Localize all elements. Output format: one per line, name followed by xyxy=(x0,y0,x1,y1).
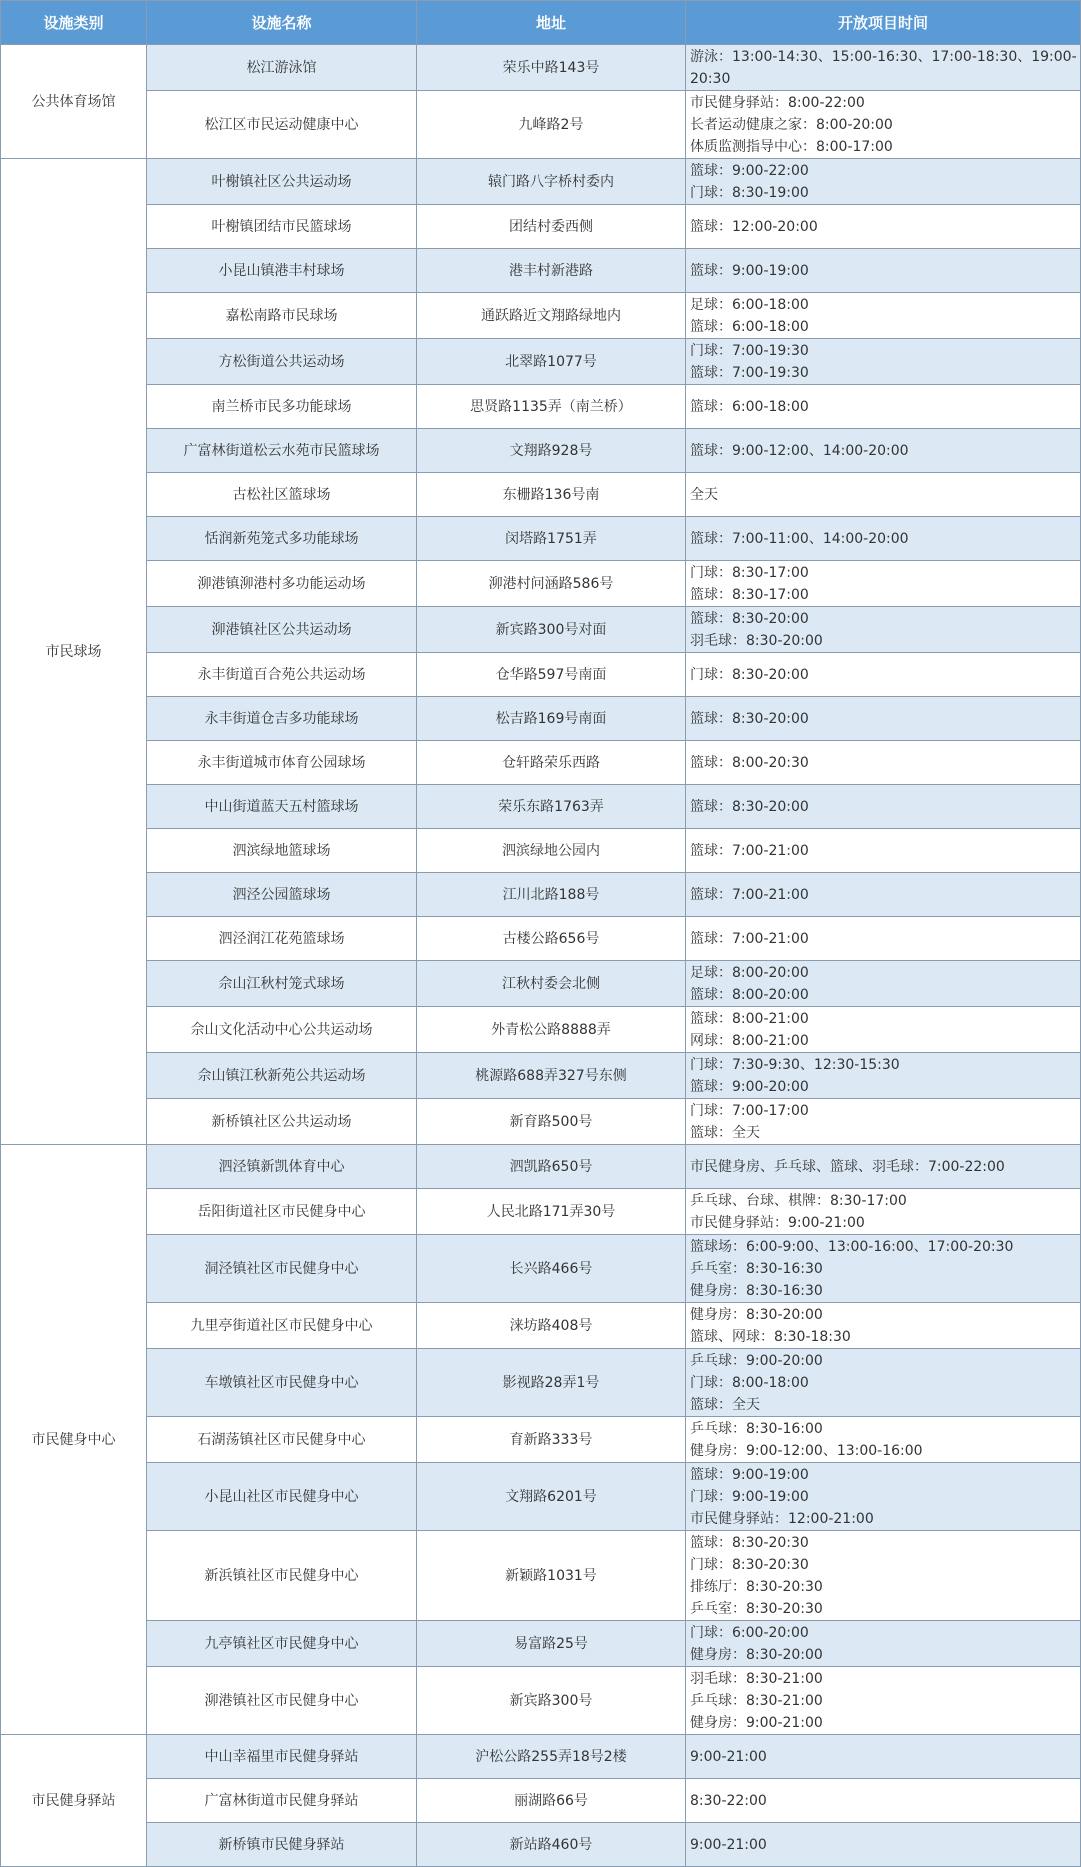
hours-line: 门球：6:00-20:00 xyxy=(690,1624,809,1641)
facility-name-cell: 佘山镇江秋新苑公共运动场 xyxy=(147,1053,417,1099)
hours-cell xyxy=(686,517,1081,561)
hours-line: 羽毛球：8:30-20:00 xyxy=(690,632,823,649)
address-cell: 思贤路1135弄（南兰桥） xyxy=(417,385,686,429)
hours-line: 篮球：9:00-19:00 xyxy=(690,262,809,279)
facility-name-cell: 嘉松南路市民球场 xyxy=(147,293,417,339)
table-row xyxy=(1,517,1081,561)
hours-line: 乒乓球：8:30-21:00 xyxy=(690,1692,823,1709)
table-row xyxy=(1,1145,1081,1189)
table-row xyxy=(1,249,1081,293)
hours-line: 乒乓球、台球、棋牌：8:30-17:00 xyxy=(690,1192,907,1209)
hours-cell xyxy=(686,829,1081,873)
hours-line: 篮球：9:00-20:00 xyxy=(690,1078,809,1095)
table-row xyxy=(1,697,1081,741)
hours-line: 门球：7:00-19:30 xyxy=(690,342,809,359)
hours-line: 篮球：9:00-19:00 xyxy=(690,1466,809,1483)
hours-cell xyxy=(686,785,1081,829)
address-cell: 新宾路300号 xyxy=(417,1667,686,1735)
address-cell: 泖港村问涵路586号 xyxy=(417,561,686,607)
hours-line: 篮球：7:00-19:30 xyxy=(690,364,809,381)
address-cell: 人民北路171弄30号 xyxy=(417,1189,686,1235)
address-cell: 新育路500号 xyxy=(417,1099,686,1145)
facility-name-cell: 中山幸福里市民健身驿站 xyxy=(147,1735,417,1779)
table-row xyxy=(1,607,1081,653)
category-cell: 市民球场 xyxy=(1,159,147,1145)
hours-line: 篮球：6:00-18:00 xyxy=(690,398,809,415)
hours-line: 篮球：7:00-21:00 xyxy=(690,886,809,903)
table-row xyxy=(1,741,1081,785)
facility-name-cell: 恬润新苑笼式多功能球场 xyxy=(147,517,417,561)
hours-line: 健身房：8:30-20:00 xyxy=(690,1306,823,1323)
category-cell: 市民健身驿站 xyxy=(1,1735,147,1867)
table-row xyxy=(1,91,1081,159)
table-row xyxy=(1,1007,1081,1053)
address-cell: 通跃路近文翔路绿地内 xyxy=(417,293,686,339)
category-cell: 公共体育场馆 xyxy=(1,45,147,159)
hours-line: 市民健身驿站：8:00-22:00 xyxy=(690,94,865,111)
hours-cell xyxy=(686,873,1081,917)
hours-line: 篮球：6:00-18:00 xyxy=(690,318,809,335)
hours-line: 篮球：全天 xyxy=(690,1396,760,1413)
hours-line: 篮球：7:00-11:00、14:00-20:00 xyxy=(690,530,909,547)
hours-cell xyxy=(686,1349,1081,1417)
address-cell: 荣乐东路1763弄 xyxy=(417,785,686,829)
hours-cell xyxy=(686,1621,1081,1667)
address-cell: 文翔路928号 xyxy=(417,429,686,473)
hours-line: 乒乓球：9:00-20:00 xyxy=(690,1352,823,1369)
table-row xyxy=(1,1779,1081,1823)
address-cell: 古楼公路656号 xyxy=(417,917,686,961)
facility-name-cell: 九亭镇社区市民健身中心 xyxy=(147,1621,417,1667)
facility-name-cell: 石湖荡镇社区市民健身中心 xyxy=(147,1417,417,1463)
hours-line: 健身房：8:30-16:30 xyxy=(690,1282,823,1299)
hours-line: 篮球：8:30-20:00 xyxy=(690,610,809,627)
address-cell: 影视路28弄1号 xyxy=(417,1349,686,1417)
table-row xyxy=(1,1531,1081,1621)
hours-cell xyxy=(686,607,1081,653)
header-address: 地址 xyxy=(417,1,686,45)
address-cell: 港丰村新港路 xyxy=(417,249,686,293)
address-cell: 桃源路688弄327号东侧 xyxy=(417,1053,686,1099)
address-cell: 团结村委西侧 xyxy=(417,205,686,249)
hours-line: 市民健身驿站：9:00-21:00 xyxy=(690,1214,865,1231)
hours-line: 篮球：8:00-20:00 xyxy=(690,986,809,1003)
hours-line: 健身房：8:30-20:00 xyxy=(690,1646,823,1663)
table-header-row xyxy=(1,1,1081,45)
hours-cell xyxy=(686,45,1081,91)
hours-cell xyxy=(686,1531,1081,1621)
address-cell: 长兴路466号 xyxy=(417,1235,686,1303)
table-row xyxy=(1,473,1081,517)
facility-name-cell: 新浜镇社区市民健身中心 xyxy=(147,1531,417,1621)
facility-name-cell: 泖港镇社区公共运动场 xyxy=(147,607,417,653)
hours-cell xyxy=(686,1053,1081,1099)
header-hours: 开放项目时间 xyxy=(686,1,1081,45)
table-row xyxy=(1,1189,1081,1235)
hours-cell xyxy=(686,1303,1081,1349)
address-cell: 北翠路1077号 xyxy=(417,339,686,385)
category-cell: 市民健身中心 xyxy=(1,1145,147,1735)
hours-line: 足球：8:00-20:00 xyxy=(690,964,809,981)
facility-name-cell: 叶榭镇社区公共运动场 xyxy=(147,159,417,205)
hours-cell xyxy=(686,385,1081,429)
address-cell: 丽湖路66号 xyxy=(417,1779,686,1823)
table-row xyxy=(1,1823,1081,1867)
hours-cell xyxy=(686,159,1081,205)
address-cell: 东栅路136号南 xyxy=(417,473,686,517)
header-category: 设施类别 xyxy=(1,1,147,45)
facility-name-cell: 松江区市民运动健康中心 xyxy=(147,91,417,159)
hours-line: 篮球：8:30-20:30 xyxy=(690,1534,809,1551)
table-row xyxy=(1,45,1081,91)
hours-line: 篮球场：6:00-9:00、13:00-16:00、17:00-20:30 xyxy=(690,1238,1014,1255)
address-cell: 育新路333号 xyxy=(417,1417,686,1463)
hours-line: 9:00-21:00 xyxy=(690,1836,767,1853)
facility-name-cell: 新桥镇社区公共运动场 xyxy=(147,1099,417,1145)
table-row xyxy=(1,1735,1081,1779)
address-cell: 松吉路169号南面 xyxy=(417,697,686,741)
table-row xyxy=(1,1303,1081,1349)
table-row xyxy=(1,1621,1081,1667)
address-cell: 九峰路2号 xyxy=(417,91,686,159)
address-cell: 新颖路1031号 xyxy=(417,1531,686,1621)
hours-line: 市民健身房、乒乓球、篮球、羽毛球：7:00-22:00 xyxy=(690,1158,1005,1175)
hours-line: 篮球：8:30-20:00 xyxy=(690,710,809,727)
hours-line: 足球：6:00-18:00 xyxy=(690,296,809,313)
hours-line: 健身房：9:00-12:00、13:00-16:00 xyxy=(690,1442,923,1459)
address-cell: 荣乐中路143号 xyxy=(417,45,686,91)
hours-cell xyxy=(686,1463,1081,1531)
address-cell: 涞坊路408号 xyxy=(417,1303,686,1349)
facility-name-cell: 洞泾镇社区市民健身中心 xyxy=(147,1235,417,1303)
table-row xyxy=(1,961,1081,1007)
hours-line: 门球：7:00-17:00 xyxy=(690,1102,809,1119)
facility-name-cell: 小昆山社区市民健身中心 xyxy=(147,1463,417,1531)
facility-name-cell: 泖港镇泖港村多功能运动场 xyxy=(147,561,417,607)
hours-cell xyxy=(686,561,1081,607)
hours-line: 门球：8:00-18:00 xyxy=(690,1374,809,1391)
facility-name-cell: 新桥镇市民健身驿站 xyxy=(147,1823,417,1867)
hours-line: 体质监测指导中心：8:00-17:00 xyxy=(690,138,893,155)
address-cell: 外青松公路8888弄 xyxy=(417,1007,686,1053)
address-cell: 江川北路188号 xyxy=(417,873,686,917)
hours-line: 长者运动健康之家：8:00-20:00 xyxy=(690,116,893,133)
table-row xyxy=(1,1099,1081,1145)
table-body xyxy=(1,45,1081,1867)
hours-line: 篮球：7:00-21:00 xyxy=(690,930,809,947)
hours-line: 全天 xyxy=(690,486,718,503)
hours-cell xyxy=(686,697,1081,741)
hours-line: 门球：8:30-20:00 xyxy=(690,666,809,683)
hours-cell xyxy=(686,339,1081,385)
hours-line: 门球：8:30-17:00 xyxy=(690,564,809,581)
address-cell: 江秋村委会北侧 xyxy=(417,961,686,1007)
hours-line: 8:30-22:00 xyxy=(690,1792,767,1809)
table-row xyxy=(1,205,1081,249)
facility-name-cell: 广富林街道松云水苑市民篮球场 xyxy=(147,429,417,473)
table-row xyxy=(1,785,1081,829)
facility-name-cell: 小昆山镇港丰村球场 xyxy=(147,249,417,293)
hours-line: 篮球：8:30-20:00 xyxy=(690,798,809,815)
hours-cell xyxy=(686,653,1081,697)
hours-cell xyxy=(686,1667,1081,1735)
hours-cell xyxy=(686,1189,1081,1235)
facility-name-cell: 泗泾公园篮球场 xyxy=(147,873,417,917)
hours-line: 排练厅：8:30-20:30 xyxy=(690,1578,823,1595)
hours-line: 篮球：12:00-20:00 xyxy=(690,218,818,235)
hours-cell xyxy=(686,1235,1081,1303)
table-row xyxy=(1,385,1081,429)
facility-name-cell: 九里亭街道社区市民健身中心 xyxy=(147,1303,417,1349)
facility-name-cell: 古松社区篮球场 xyxy=(147,473,417,517)
hours-cell xyxy=(686,961,1081,1007)
hours-line: 篮球、网球：8:30-18:30 xyxy=(690,1328,851,1345)
hours-cell xyxy=(686,249,1081,293)
hours-cell xyxy=(686,473,1081,517)
header-name: 设施名称 xyxy=(147,1,417,45)
facility-name-cell: 中山街道蓝天五村篮球场 xyxy=(147,785,417,829)
hours-line: 门球：8:30-20:30 xyxy=(690,1556,809,1573)
facility-name-cell: 泗泾润江花苑篮球场 xyxy=(147,917,417,961)
hours-line: 篮球：9:00-12:00、14:00-20:00 xyxy=(690,442,909,459)
hours-cell xyxy=(686,1735,1081,1779)
facility-name-cell: 泗滨绿地篮球场 xyxy=(147,829,417,873)
hours-line: 9:00-21:00 xyxy=(690,1748,767,1765)
address-cell: 新站路460号 xyxy=(417,1823,686,1867)
facility-name-cell: 车墩镇社区市民健身中心 xyxy=(147,1349,417,1417)
address-cell: 易富路25号 xyxy=(417,1621,686,1667)
table-row xyxy=(1,1463,1081,1531)
facility-name-cell: 泗泾镇新凯体育中心 xyxy=(147,1145,417,1189)
address-cell: 沪松公路255弄18号2楼 xyxy=(417,1735,686,1779)
hours-line: 篮球：8:00-20:30 xyxy=(690,754,809,771)
address-cell: 闵塔路1751弄 xyxy=(417,517,686,561)
address-cell: 新宾路300号对面 xyxy=(417,607,686,653)
hours-cell xyxy=(686,1145,1081,1189)
hours-line: 篮球：7:00-21:00 xyxy=(690,842,809,859)
hours-line: 篮球：8:30-17:00 xyxy=(690,586,809,603)
hours-cell xyxy=(686,91,1081,159)
facility-name-cell: 广富林街道市民健身驿站 xyxy=(147,1779,417,1823)
hours-line: 篮球：8:00-21:00 xyxy=(690,1010,809,1027)
table-row xyxy=(1,873,1081,917)
table-row xyxy=(1,561,1081,607)
hours-cell xyxy=(686,1779,1081,1823)
facility-name-cell: 叶榭镇团结市民篮球场 xyxy=(147,205,417,249)
table-row xyxy=(1,1667,1081,1735)
hours-cell xyxy=(686,293,1081,339)
table-row xyxy=(1,339,1081,385)
hours-line: 网球：8:00-21:00 xyxy=(690,1032,809,1049)
table-row xyxy=(1,293,1081,339)
address-cell: 文翔路6201号 xyxy=(417,1463,686,1531)
facility-name-cell: 南兰桥市民多功能球场 xyxy=(147,385,417,429)
facility-name-cell: 永丰街道城市体育公园球场 xyxy=(147,741,417,785)
hours-line: 乒乓球：8:30-16:00 xyxy=(690,1420,823,1437)
hours-cell xyxy=(686,917,1081,961)
hours-cell xyxy=(686,1417,1081,1463)
hours-line: 羽毛球：8:30-21:00 xyxy=(690,1670,823,1687)
hours-line: 健身房：9:00-21:00 xyxy=(690,1714,823,1731)
table-row xyxy=(1,1235,1081,1303)
table-row xyxy=(1,159,1081,205)
facility-name-cell: 方松街道公共运动场 xyxy=(147,339,417,385)
facility-name-cell: 岳阳街道社区市民健身中心 xyxy=(147,1189,417,1235)
table-row xyxy=(1,1417,1081,1463)
table-row xyxy=(1,1053,1081,1099)
facility-name-cell: 泖港镇社区市民健身中心 xyxy=(147,1667,417,1735)
hours-line: 门球：7:30-9:30、12:30-15:30 xyxy=(690,1056,900,1073)
facility-name-cell: 松江游泳馆 xyxy=(147,45,417,91)
hours-line: 市民健身驿站：12:00-21:00 xyxy=(690,1510,874,1527)
table-row xyxy=(1,429,1081,473)
hours-line: 乒乓室：8:30-16:30 xyxy=(690,1260,823,1277)
table-row xyxy=(1,829,1081,873)
facility-name-cell: 永丰街道仓吉多功能球场 xyxy=(147,697,417,741)
facility-name-cell: 佘山文化活动中心公共运动场 xyxy=(147,1007,417,1053)
hours-line: 门球：9:00-19:00 xyxy=(690,1488,809,1505)
facility-name-cell: 佘山江秋村笼式球场 xyxy=(147,961,417,1007)
hours-line: 门球：8:30-19:00 xyxy=(690,184,809,201)
hours-cell xyxy=(686,205,1081,249)
hours-line: 20:30 xyxy=(690,70,731,87)
hours-cell xyxy=(686,741,1081,785)
address-cell: 泗凯路650号 xyxy=(417,1145,686,1189)
facility-name-cell: 永丰街道百合苑公共运动场 xyxy=(147,653,417,697)
address-cell: 泗滨绿地公园内 xyxy=(417,829,686,873)
address-cell: 仓轩路荣乐西路 xyxy=(417,741,686,785)
table-row xyxy=(1,917,1081,961)
hours-cell xyxy=(686,1007,1081,1053)
hours-line: 篮球：全天 xyxy=(690,1124,760,1141)
address-cell: 仓华路597号南面 xyxy=(417,653,686,697)
hours-line: 篮球：9:00-22:00 xyxy=(690,162,809,179)
hours-cell xyxy=(686,429,1081,473)
hours-cell xyxy=(686,1823,1081,1867)
hours-line: 乒乓室：8:30-20:30 xyxy=(690,1600,823,1617)
table-row xyxy=(1,1349,1081,1417)
address-cell: 辕门路八字桥村委内 xyxy=(417,159,686,205)
hours-cell xyxy=(686,1099,1081,1145)
table-row xyxy=(1,653,1081,697)
hours-line: 游泳：13:00-14:30、15:00-16:30、17:00-18:30、19:00- xyxy=(690,48,1077,65)
